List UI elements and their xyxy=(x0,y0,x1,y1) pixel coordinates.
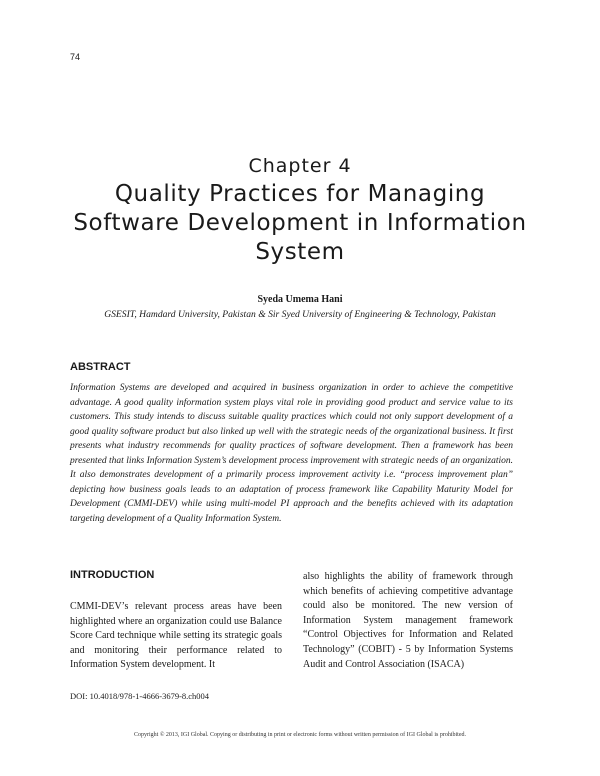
abstract-text: Information Systems are developed and acquired in business organization in order to achieve the competitive advantage. A good quality information system plays vital role in providing good product and service value to its customers. This study intends to discuss suitable quality practices which could not only support development of a good quality software product but also linked up well with the strategic needs of the organizational business. It first presents what industry recommends for quality practices of software development. Then a framework has been presented that links Information System’s development process improvement with strategic needs of an organization. It also demonstrates development of a primarily process improvement activity i.e. “process improvement plan” depicting how business goals leads to an adaptation of process framework like Capability Maturity Model for Development (CMMI-DEV) while using multi-model PI approach and the benefits achieved with its adaptation targeting development of a Quality Information System. xyxy=(70,383,513,524)
copyright-notice: Copyright © 2013, IGI Global. Copying or distributing in print or electronic forms without written permission of IGI Global is prohibited. xyxy=(133,732,466,738)
doi: DOI: 10.4018/978-1-4666-3679-8.ch004 xyxy=(70,691,210,701)
page-number: 74 xyxy=(70,52,81,62)
introduction-heading: INTRODUCTION xyxy=(70,569,155,581)
chapter-label: Chapter 4 xyxy=(248,155,352,177)
introduction-left-column: CMMI-DEV’s relevant process areas have been highlighted where an organization could use Balance Score Card technique while setting its strategic goals and monitoring their performance related to Information System development. It xyxy=(70,601,282,671)
introduction-right-column: also highlights the ability of framework through which benefits of achieving competitive advantage could also be monitored. The new version of Information System management framework “Control Objectives for Information and Related Technology” (COBIT) - 5 by Information Systems Audit and Control Association (ISACA) xyxy=(303,571,513,670)
chapter-title: Quality Practices for Managing Software Development in Information System xyxy=(73,181,527,265)
author-name: Syeda Umema Hani xyxy=(257,294,343,305)
author-affiliation: GSESIT, Hamdard University, Pakistan & Sir Syed University of Engineering & Technology, Pakistan xyxy=(104,309,496,320)
abstract-heading: ABSTRACT xyxy=(70,361,131,373)
